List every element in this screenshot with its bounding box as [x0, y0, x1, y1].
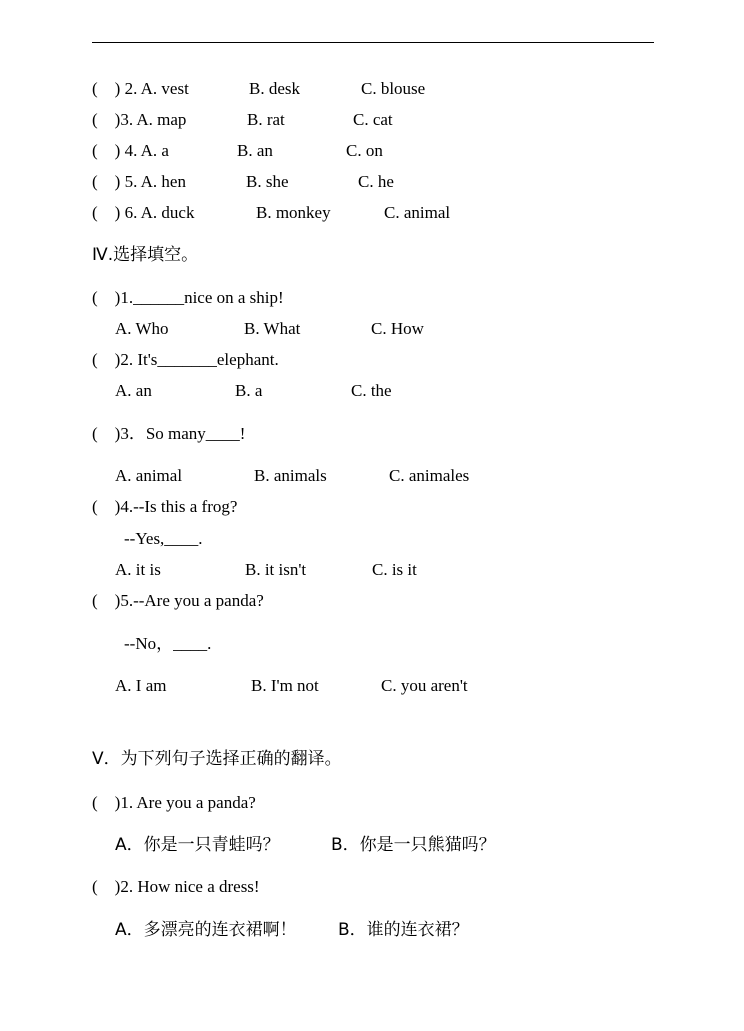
iv-q4-option-c: C. is it	[372, 560, 417, 579]
iv-q5-option-a: A. I am	[115, 676, 167, 695]
iv-q1-stem: ( )1.______nice on a ship!	[92, 288, 284, 307]
q4-option-c: C. on	[346, 141, 383, 160]
v-q2-option-a: A．多漂亮的连衣裙啊！	[115, 920, 297, 940]
q6-number-option-a: ( ) 6. A. duck	[92, 203, 195, 222]
iv-q3-stem: ( )3．So many____!	[92, 424, 246, 443]
iv-q3-option-b: B. animals	[254, 466, 327, 485]
q3-option-b: B. rat	[247, 110, 285, 129]
q2-option-b: B. desk	[249, 79, 300, 98]
section-iv-heading: Ⅳ.选择填空。	[92, 245, 199, 265]
q2-number-option-a: ( ) 2. A. vest	[92, 79, 189, 98]
v-q2-option-b: B．谁的连衣裙？	[338, 920, 469, 940]
q2-option-c: C. blouse	[361, 79, 426, 98]
iv-q3-option-c: C. animales	[389, 466, 470, 485]
iv-q2-option-b: B. a	[235, 381, 263, 400]
iv-q4-option-a: A. it is	[115, 560, 161, 579]
iv-q5-option-c: C. you aren't	[381, 676, 468, 695]
iv-q4-option-b: B. it isn't	[245, 560, 307, 579]
v-q1-stem: ( )1. Are you a panda?	[92, 793, 256, 812]
q4-number-option-a: ( ) 4. A. a	[92, 141, 169, 160]
iv-q2-option-c: C. the	[351, 381, 392, 400]
v-q2-stem: ( )2. How nice a dress!	[92, 877, 260, 896]
q5-option-c: C. he	[358, 172, 394, 191]
q5-option-b: B. she	[246, 172, 289, 191]
iv-q5-reply: --No，____.	[124, 634, 212, 653]
v-q1-option-a: A．你是一只青蛙吗？	[115, 835, 280, 855]
q6-option-b: B. monkey	[256, 203, 331, 222]
header-rule	[92, 42, 654, 43]
q3-number-option-a: ( )3. A. map	[92, 110, 187, 129]
iv-q5-option-b: B. I'm not	[251, 676, 319, 695]
q6-option-c: C. animal	[384, 203, 451, 222]
q4-option-b: B. an	[237, 141, 273, 160]
q3-option-c: C. cat	[353, 110, 393, 129]
iv-q1-option-a: A. Who	[115, 319, 169, 338]
section-v-heading: V．为下列句子选择正确的翻译。	[92, 749, 342, 769]
q5-number-option-a: ( ) 5. A. hen	[92, 172, 186, 191]
iv-q3-option-a: A. animal	[115, 466, 183, 485]
iv-q4-reply: --Yes,____.	[124, 529, 203, 548]
iv-q1-option-b: B. What	[244, 319, 301, 338]
iv-q4-stem: ( )4.--Is this a frog?	[92, 497, 238, 516]
iv-q2-stem: ( )2. It's_______elephant.	[92, 350, 279, 369]
iv-q2-option-a: A. an	[115, 381, 152, 400]
iv-q1-option-c: C. How	[371, 319, 424, 338]
v-q1-option-b: B．你是一只熊猫吗？	[331, 835, 496, 855]
iv-q5-stem: ( )5.--Are you a panda?	[92, 591, 264, 610]
